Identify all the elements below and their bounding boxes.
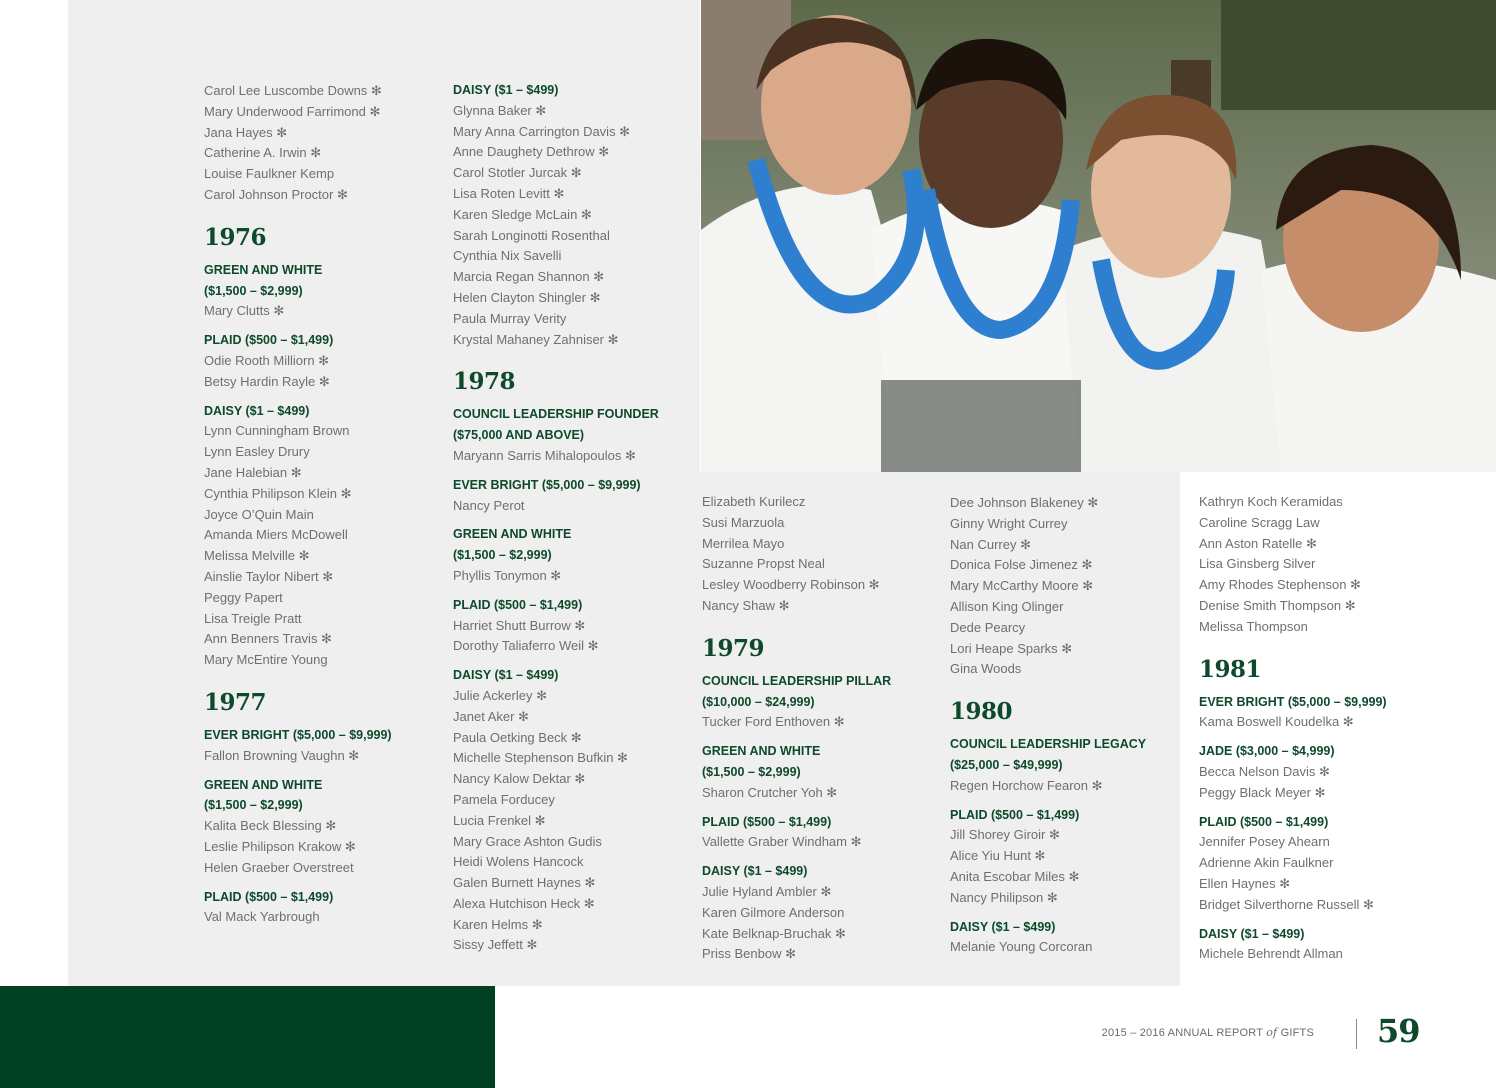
donor-name: Dede Pearcy	[950, 619, 1026, 635]
donor-name: Mary McCarthy Moore ✻	[950, 578, 1094, 594]
giving-level: ($25,000 – $49,999)	[950, 757, 1063, 772]
donor-name: Michelle Stephenson Bufkin ✻	[453, 750, 628, 766]
donor-name: Melanie Young Corcoran	[950, 939, 1093, 955]
donor-name: Odie Rooth Milliorn ✻	[204, 352, 330, 368]
giving-level: EVER BRIGHT ($5,000 – $9,999)	[204, 727, 392, 742]
donor-name: Maryann Sarris Mihalopoulos ✻	[453, 447, 636, 463]
giving-level: PLAID ($500 – $1,499)	[204, 333, 334, 348]
donor-name: Sarah Longinotti Rosenthal	[453, 227, 610, 243]
donor-name: Susi Marzuola	[702, 514, 785, 530]
donor-name: Anita Escobar Miles ✻	[950, 868, 1080, 884]
report-title-prefix: 2015 – 2016 ANNUAL REPORT	[1101, 1027, 1267, 1039]
donor-name: Lucia Frenkel ✻	[453, 812, 546, 828]
donor-name: Adrienne Akin Faulkner	[1199, 855, 1334, 871]
giving-level: COUNCIL LEADERSHIP LEGACY	[950, 737, 1147, 752]
donor-name: Dorothy Taliaferro Weil ✻	[453, 638, 599, 654]
donor-name: Paula Murray Verity	[453, 310, 567, 326]
donor-name: Suzanne Propst Neal	[702, 556, 825, 572]
donor-name: Phyllis Tonymon ✻	[453, 567, 562, 583]
donor-name: Donica Folse Jimenez ✻	[950, 557, 1093, 573]
donor-name: Carol Johnson Proctor ✻	[204, 186, 348, 202]
donor-name: Amanda Miers McDowell	[204, 527, 348, 543]
donor-name: Kathryn Koch Keramidas	[1199, 494, 1343, 509]
donor-name: Heidi Wolens Hancock	[453, 854, 584, 870]
donor-name: Jana Hayes ✻	[204, 124, 288, 140]
donor-name: Alexa Hutchison Heck ✻	[453, 895, 595, 911]
year-heading: 1977	[204, 688, 267, 716]
donor-name: Galen Burnett Haynes ✻	[453, 875, 596, 891]
donor-name: Sissy Jeffett ✻	[453, 937, 538, 953]
donor-name: Peggy Black Meyer ✻	[1199, 784, 1326, 800]
donor-name: Paula Oetking Beck ✻	[453, 729, 582, 745]
donor-name: Harriet Shutt Burrow ✻	[453, 617, 586, 633]
donor-name: Kama Boswell Koudelka ✻	[1199, 714, 1354, 730]
donor-name: Alice Yiu Hunt ✻	[950, 848, 1046, 864]
donor-name: Cynthia Nix Savelli	[453, 248, 562, 264]
donor-name: Glynna Baker ✻	[453, 102, 547, 118]
donor-name: Helen Graeber Overstreet	[204, 859, 354, 875]
giving-level: DAISY ($1 – $499)	[702, 864, 808, 879]
giving-level: GREEN AND WHITE	[702, 744, 821, 759]
donor-column-4	[950, 493, 1190, 958]
donor-column-1	[204, 81, 444, 928]
donor-name: Nancy Philipson ✻	[950, 889, 1058, 905]
giving-level: GREEN AND WHITE	[204, 262, 323, 277]
donor-name: Nancy Kalow Dektar ✻	[453, 771, 586, 787]
giving-level: GREEN AND WHITE	[453, 527, 572, 542]
donor-name: Ginny Wright Currey	[950, 515, 1068, 531]
giving-level: EVER BRIGHT ($5,000 – $9,999)	[1199, 694, 1387, 709]
donor-name: Helen Clayton Shingler ✻	[453, 289, 601, 305]
donor-name: Michele Behrendt Allman	[1199, 946, 1343, 962]
donor-name: Karen Helms ✻	[453, 916, 543, 932]
donor-name: Gina Woods	[950, 661, 1022, 677]
donor-name: Peggy Papert	[204, 589, 283, 605]
donor-name: Val Mack Yarbrough	[204, 909, 320, 925]
report-title	[1102, 1026, 1314, 1039]
donor-name: Dee Johnson Blakeney ✻	[950, 495, 1099, 510]
donor-name: Tucker Ford Enthoven ✻	[702, 714, 845, 730]
year-heading: 1979	[702, 634, 765, 662]
donor-name: Melissa Melville ✻	[204, 548, 310, 564]
giving-level: DAISY ($1 – $499)	[453, 668, 559, 683]
donor-name: Cynthia Philipson Klein ✻	[204, 485, 352, 501]
donor-name: Priss Benbow ✻	[702, 946, 796, 962]
donor-column-3	[702, 492, 942, 965]
donor-name: Lisa Ginsberg Silver	[1199, 556, 1316, 572]
donor-name: Joyce O’Quin Main	[204, 506, 314, 522]
donor-name: Nancy Perot	[453, 497, 525, 513]
giving-level: DAISY ($1 – $499)	[453, 83, 559, 97]
donor-name: Anne Daughety Dethrow ✻	[453, 144, 610, 160]
report-title-of: of	[1266, 1026, 1278, 1039]
donor-name: Pamela Forducey	[453, 791, 555, 807]
giving-level: EVER BRIGHT ($5,000 – $9,999)	[453, 477, 641, 492]
giving-level: ($1,500 – $2,999)	[702, 764, 801, 779]
donor-name: Karen Sledge McLain ✻	[453, 206, 592, 222]
giving-level: PLAID ($500 – $1,499)	[453, 597, 583, 612]
donor-name: Julie Hyland Ambler ✻	[702, 883, 832, 899]
giving-level: JADE ($3,000 – $4,999)	[1199, 744, 1335, 759]
giving-level: DAISY ($1 – $499)	[950, 919, 1056, 934]
giving-level: PLAID ($500 – $1,499)	[702, 814, 832, 829]
donor-name: Lesley Woodberry Robinson ✻	[702, 577, 880, 593]
donor-name: Mary Underwood Farrimond ✻	[204, 103, 381, 119]
giving-level: ($75,000 AND ABOVE)	[453, 428, 585, 443]
donor-name: Kalita Beck Blessing ✻	[204, 818, 337, 834]
donor-name: Janet Aker ✻	[453, 708, 529, 724]
donor-name: Denise Smith Thompson ✻	[1199, 597, 1356, 613]
donor-name: Marcia Regan Shannon ✻	[453, 269, 605, 285]
donor-name: Amy Rhodes Stephenson ✻	[1199, 577, 1361, 593]
donor-name: Jill Shorey Giroir ✻	[950, 827, 1060, 843]
donor-name: Regen Horchow Fearon ✻	[950, 777, 1103, 793]
donor-name: Vallette Graber Windham ✻	[702, 834, 862, 850]
donor-name: Lisa Treigle Pratt	[204, 610, 302, 626]
donor-name: Nan Currey ✻	[950, 536, 1031, 552]
donor-name: Lynn Easley Drury	[204, 444, 310, 460]
year-heading: 1980	[950, 698, 1013, 726]
giving-level: DAISY ($1 – $499)	[204, 403, 310, 418]
giving-level: ($1,500 – $2,999)	[453, 548, 552, 563]
year-heading: 1976	[204, 223, 267, 251]
donor-name: Jane Halebian ✻	[204, 464, 302, 480]
giving-level: PLAID ($500 – $1,499)	[950, 807, 1080, 822]
donor-name: Leslie Philipson Krakow ✻	[204, 838, 356, 854]
donor-name: Betsy Hardin Rayle ✻	[204, 373, 330, 389]
donor-name: Louise Faulkner Kemp	[204, 166, 335, 182]
donor-name: Kate Belknap-Bruchak ✻	[702, 925, 846, 941]
donor-name: Melissa Thompson	[1199, 618, 1308, 634]
donor-name: Lori Heape Sparks ✻	[950, 640, 1073, 656]
donor-name: Catherine A. Irwin ✻	[204, 145, 322, 161]
year-heading: 1981	[1199, 655, 1262, 683]
girls-photo	[701, 0, 1496, 472]
donor-name: Bridget Silverthorne Russell ✻	[1199, 896, 1374, 912]
giving-level: PLAID ($500 – $1,499)	[1199, 814, 1329, 829]
donor-name: Ann Benners Travis ✻	[204, 631, 332, 647]
donor-name: Carol Lee Luscombe Downs ✻	[204, 83, 382, 98]
year-heading: 1978	[453, 368, 516, 396]
donor-column-5	[1199, 492, 1439, 965]
donor-name: Becca Nelson Davis ✻	[1199, 763, 1330, 779]
donor-name: Ainslie Taylor Nibert ✻	[204, 568, 334, 584]
donor-name: Mary Clutts ✻	[204, 303, 285, 319]
donor-name: Caroline Scragg Law	[1199, 514, 1320, 530]
donor-name: Krystal Mahaney Zahniser ✻	[453, 331, 619, 347]
giving-level: ($10,000 – $24,999)	[702, 694, 815, 709]
giving-level: ($1,500 – $2,999)	[204, 798, 303, 813]
giving-level: DAISY ($1 – $499)	[1199, 926, 1305, 941]
donor-name: Allison King Olinger	[950, 598, 1064, 614]
report-title-suffix: GIFTS	[1277, 1027, 1314, 1039]
donor-name: Lynn Cunningham Brown	[204, 423, 350, 439]
donor-name: Sharon Crutcher Yoh ✻	[702, 784, 838, 800]
donor-name: Jennifer Posey Ahearn	[1199, 834, 1330, 850]
donor-name: Karen Gilmore Anderson	[702, 904, 845, 920]
giving-level: GREEN AND WHITE	[204, 777, 323, 792]
donor-name: Ellen Haynes ✻	[1199, 875, 1291, 891]
giving-level: PLAID ($500 – $1,499)	[204, 889, 334, 904]
donor-name: Nancy Shaw ✻	[702, 597, 790, 613]
donor-name: Carol Stotler Jurcak ✻	[453, 165, 582, 181]
donor-column-2	[453, 80, 693, 956]
green-footer-block	[0, 986, 495, 1088]
donor-name: Mary McEntire Young	[204, 652, 328, 668]
giving-level: COUNCIL LEADERSHIP FOUNDER	[453, 407, 659, 422]
page-number: 59	[1377, 1012, 1420, 1050]
footer-divider	[1356, 1019, 1357, 1049]
giving-level: COUNCIL LEADERSHIP PILLAR	[702, 673, 892, 688]
donor-name: Fallon Browning Vaughn ✻	[204, 747, 360, 763]
donor-name: Lisa Roten Levitt ✻	[453, 185, 565, 201]
donor-name: Mary Grace Ashton Gudis	[453, 833, 602, 849]
donor-name: Mary Anna Carrington Davis ✻	[453, 123, 631, 139]
giving-level: ($1,500 – $2,999)	[204, 283, 303, 298]
donor-name: Julie Ackerley ✻	[453, 687, 547, 703]
donor-name: Ann Aston Ratelle ✻	[1199, 535, 1317, 551]
donor-name: Merrilea Mayo	[702, 535, 785, 551]
donor-name: Elizabeth Kurilecz	[702, 494, 806, 509]
